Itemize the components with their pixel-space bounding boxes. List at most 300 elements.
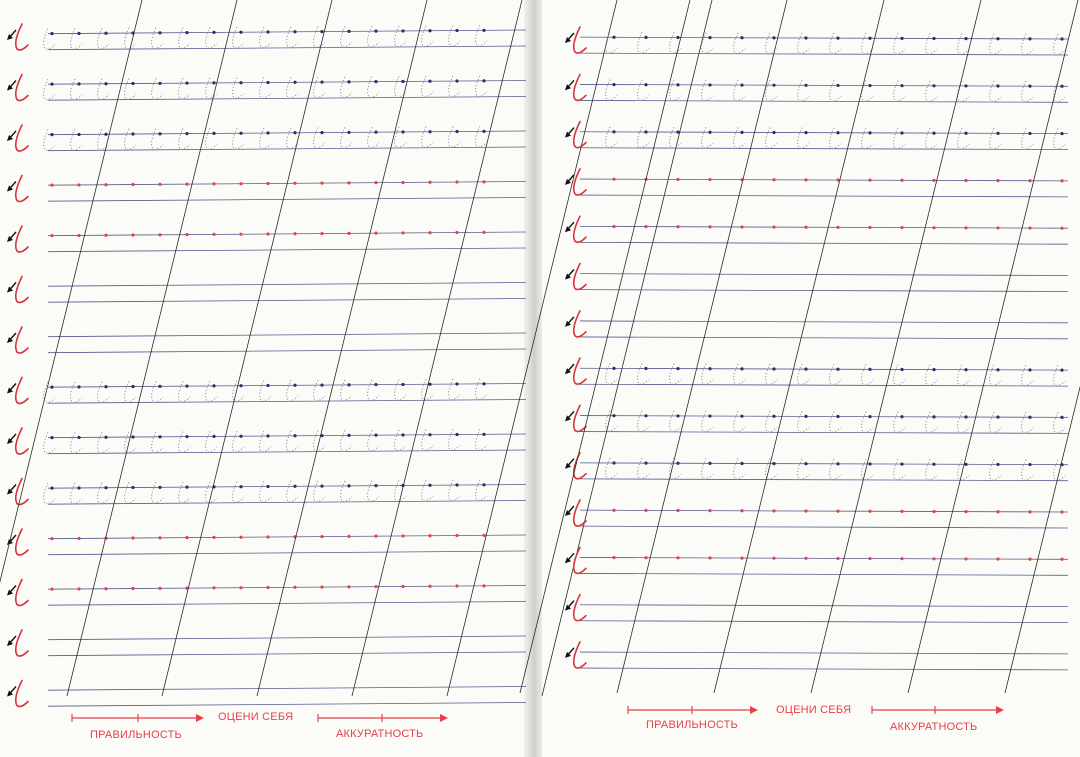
- guide-dot: [185, 82, 188, 85]
- guide-dot: [676, 462, 679, 465]
- right-row: [565, 547, 1068, 575]
- trace-letter: [1022, 460, 1033, 481]
- guide-dot: [401, 231, 404, 234]
- cursive-i-icon: [574, 216, 586, 242]
- guide-dot: [1060, 227, 1063, 230]
- upper-ruling-line: [48, 30, 526, 34]
- guide-dot: [77, 486, 80, 489]
- guide-dot: [772, 462, 775, 465]
- arrow-icon: [565, 222, 574, 232]
- trace-letter: [990, 81, 1001, 102]
- cursive-i-icon: [574, 500, 586, 526]
- guide-dot: [320, 383, 323, 386]
- guide-dot: [676, 509, 679, 512]
- arrow-icon: [7, 384, 16, 394]
- trace-letter: [1022, 81, 1033, 102]
- trace-letter: [206, 128, 217, 149]
- guide-dot: [104, 183, 107, 186]
- base-ruling-line: [580, 479, 1068, 481]
- guide-dot: [612, 225, 615, 228]
- upper-ruling-line: [580, 321, 1068, 323]
- arrow-icon: [565, 80, 574, 90]
- trace-letter: [638, 364, 649, 385]
- guide-dot: [708, 556, 711, 559]
- trace-letter: [71, 382, 82, 403]
- trace-letter: [179, 482, 190, 503]
- trace-letter: [422, 379, 433, 400]
- trace-letter: [606, 363, 617, 384]
- guide-dot: [996, 510, 999, 513]
- guide-dot: [1028, 416, 1031, 419]
- base-ruling-line: [48, 652, 526, 656]
- guide-dot: [50, 234, 53, 237]
- right-row: [565, 169, 1068, 197]
- guide-dot: [708, 367, 711, 370]
- trace-letter: [734, 458, 745, 479]
- trace-letter: [766, 127, 777, 148]
- guide-dot: [932, 226, 935, 229]
- guide-dot: [676, 367, 679, 370]
- upper-ruling-line: [48, 636, 526, 640]
- guide-dot: [964, 463, 967, 466]
- base-ruling-line: [48, 248, 526, 252]
- guide-dot: [320, 585, 323, 588]
- guide-dot: [266, 485, 269, 488]
- left-row: [7, 529, 526, 555]
- guide-dot: [1028, 226, 1031, 229]
- slant-guide-line: [67, 0, 237, 696]
- trace-letter: [314, 380, 325, 401]
- trace-letter: [1054, 34, 1065, 55]
- upper-ruling-line: [580, 368, 1068, 370]
- guide-dot: [1060, 85, 1063, 88]
- guide-dot: [740, 83, 743, 86]
- scale-arrow-head: [196, 714, 204, 722]
- trace-letter: [894, 33, 905, 54]
- guide-dot: [932, 463, 935, 466]
- guide-dot: [644, 556, 647, 559]
- base-ruling-line: [580, 195, 1068, 197]
- guide-dot: [320, 80, 323, 83]
- guide-dot: [932, 37, 935, 40]
- guide-dot: [900, 557, 903, 560]
- base-ruling-line: [580, 526, 1068, 528]
- guide-dot: [266, 182, 269, 185]
- left-neatness-label: АККУРАТНОСТЬ: [336, 728, 424, 740]
- base-ruling-line: [580, 573, 1068, 575]
- slant-guide-line: [352, 0, 522, 696]
- trace-letter: [422, 127, 433, 148]
- trace-letter: [44, 29, 55, 50]
- guide-dot: [772, 367, 775, 370]
- trace-letter: [206, 381, 217, 402]
- guide-dot: [1028, 132, 1031, 135]
- guide-dot: [1028, 510, 1031, 513]
- upper-ruling-line: [580, 132, 1068, 134]
- trace-letter: [287, 27, 298, 48]
- trace-letter: [260, 431, 271, 452]
- guide-dot: [455, 180, 458, 183]
- guide-dot: [347, 434, 350, 437]
- guide-dot: [836, 368, 839, 371]
- guide-dot: [740, 556, 743, 559]
- trace-letter: [125, 79, 136, 100]
- base-ruling-line: [580, 668, 1068, 670]
- trace-letter: [422, 76, 433, 97]
- guide-dot: [293, 586, 296, 589]
- guide-dot: [428, 80, 431, 83]
- guide-dot: [401, 433, 404, 436]
- guide-dot: [374, 383, 377, 386]
- trace-letter: [734, 80, 745, 101]
- guide-dot: [455, 130, 458, 133]
- trace-letter: [71, 28, 82, 49]
- trace-letter: [260, 380, 271, 401]
- guide-dot: [185, 31, 188, 34]
- guide-dot: [708, 462, 711, 465]
- guide-dot: [708, 131, 711, 134]
- guide-dot: [293, 182, 296, 185]
- guide-dot: [293, 131, 296, 134]
- trace-letter: [98, 483, 109, 504]
- trace-letter: [125, 129, 136, 150]
- trace-letter: [798, 128, 809, 149]
- upper-ruling-line: [580, 274, 1068, 276]
- left-row: [7, 681, 526, 707]
- guide-dot: [676, 83, 679, 86]
- trace-letter: [449, 430, 460, 451]
- trace-letter: [734, 364, 745, 385]
- guide-dot: [266, 586, 269, 589]
- base-ruling-line: [48, 501, 526, 505]
- trace-letter: [341, 380, 352, 401]
- guide-dot: [131, 536, 134, 539]
- guide-dot: [1028, 463, 1031, 466]
- trace-letter: [152, 482, 163, 503]
- guide-dot: [868, 368, 871, 371]
- guide-dot: [50, 133, 53, 136]
- guide-dot: [772, 509, 775, 512]
- guide-dot: [158, 31, 161, 34]
- trace-letter: [926, 459, 937, 480]
- guide-dot: [804, 178, 807, 181]
- guide-dot: [131, 435, 134, 438]
- guide-dot: [428, 534, 431, 537]
- trace-letter: [476, 76, 487, 97]
- guide-dot: [644, 462, 647, 465]
- trace-letter: [125, 382, 136, 403]
- trace-letter: [894, 128, 905, 149]
- trace-letter: [395, 26, 406, 47]
- slant-guide-line: [162, 0, 332, 696]
- trace-letter: [958, 81, 969, 102]
- guide-dot: [293, 485, 296, 488]
- trace-letter: [233, 128, 244, 149]
- trace-letter: [702, 364, 713, 385]
- guide-dot: [131, 82, 134, 85]
- guide-dot: [612, 509, 615, 512]
- guide-dot: [612, 130, 615, 133]
- trace-letter: [233, 482, 244, 503]
- trace-letter: [830, 364, 841, 385]
- guide-dot: [239, 182, 242, 185]
- upper-ruling-line: [48, 283, 526, 287]
- upper-ruling-line: [580, 605, 1068, 607]
- trace-letter: [449, 76, 460, 97]
- guide-dot: [212, 31, 215, 34]
- trace-letter: [341, 481, 352, 502]
- trace-letter: [830, 33, 841, 54]
- guide-dot: [428, 484, 431, 487]
- trace-letter: [766, 364, 777, 385]
- trace-letter: [606, 80, 617, 101]
- slant-guide-line: [908, 0, 1078, 693]
- guide-dot: [347, 131, 350, 134]
- trace-letter: [990, 34, 1001, 55]
- guide-dot: [158, 385, 161, 388]
- upper-ruling-line: [48, 434, 526, 438]
- trace-letter: [71, 483, 82, 504]
- trace-letter: [1022, 128, 1033, 149]
- arrow-icon: [7, 283, 16, 293]
- guide-dot: [185, 183, 188, 186]
- left-self-check-label: ОЦЕНИ СЕБЯ: [218, 711, 294, 723]
- guide-dot: [50, 436, 53, 439]
- cursive-i-icon: [16, 176, 28, 202]
- guide-dot: [77, 234, 80, 237]
- arrow-icon: [7, 636, 16, 646]
- guide-dot: [293, 232, 296, 235]
- right-row: [565, 358, 1068, 386]
- guide-dot: [836, 462, 839, 465]
- trace-letter: [1022, 34, 1033, 55]
- trace-letter: [798, 364, 809, 385]
- guide-dot: [1060, 37, 1063, 40]
- upper-ruling-line: [580, 416, 1068, 418]
- guide-dot: [131, 587, 134, 590]
- trace-letter: [449, 127, 460, 148]
- guide-dot: [836, 37, 839, 40]
- guide-dot: [266, 81, 269, 84]
- trace-letter: [1054, 129, 1065, 150]
- trace-letter: [98, 129, 109, 150]
- guide-dot: [104, 133, 107, 136]
- left-row: [7, 277, 526, 303]
- right-row: [565, 74, 1068, 102]
- guide-dot: [50, 386, 53, 389]
- guide-dot: [932, 415, 935, 418]
- guide-dot: [740, 36, 743, 39]
- trace-letter: [638, 80, 649, 101]
- trace-letter: [314, 77, 325, 98]
- guide-dot: [239, 81, 242, 84]
- guide-dot: [104, 587, 107, 590]
- guide-dot: [455, 433, 458, 436]
- trace-letter: [862, 364, 873, 385]
- trace-letter: [368, 26, 379, 47]
- guide-dot: [104, 234, 107, 237]
- trace-letter: [702, 458, 713, 479]
- guide-dot: [212, 586, 215, 589]
- guide-dot: [428, 433, 431, 436]
- guide-dot: [347, 535, 350, 538]
- guide-dot: [644, 367, 647, 370]
- guide-dot: [320, 232, 323, 235]
- guide-dot: [996, 368, 999, 371]
- guide-dot: [1028, 85, 1031, 88]
- guide-dot: [772, 415, 775, 418]
- guide-dot: [482, 584, 485, 587]
- arrow-icon: [565, 506, 574, 516]
- guide-dot: [158, 183, 161, 186]
- trace-letter: [830, 80, 841, 101]
- right-correctness-scale: [628, 706, 758, 714]
- cursive-i-icon: [574, 264, 586, 290]
- guide-dot: [868, 37, 871, 40]
- arrow-icon: [7, 687, 16, 697]
- trace-letter: [260, 77, 271, 98]
- cursive-i-icon: [16, 378, 28, 404]
- guide-dot: [1028, 368, 1031, 371]
- trace-letter: [670, 411, 681, 432]
- guide-dot: [868, 462, 871, 465]
- scale-arrow-head: [440, 714, 448, 722]
- trace-letter: [670, 127, 681, 148]
- guide-dot: [482, 180, 485, 183]
- guide-dot: [900, 179, 903, 182]
- left-row: [7, 630, 526, 656]
- right-self-check-label: ОЦЕНИ СЕБЯ: [776, 704, 852, 716]
- base-ruling-line: [48, 299, 526, 303]
- trace-letter: [44, 79, 55, 100]
- trace-letter: [125, 483, 136, 504]
- cursive-i-icon: [16, 630, 28, 656]
- upper-ruling-line: [580, 226, 1068, 228]
- arrow-icon: [7, 182, 16, 192]
- guide-dot: [401, 181, 404, 184]
- upper-ruling-line: [48, 586, 526, 590]
- trace-letter: [766, 411, 777, 432]
- guide-dot: [239, 586, 242, 589]
- guide-dot: [374, 80, 377, 83]
- guide-dot: [239, 233, 242, 236]
- guide-dot: [482, 130, 485, 133]
- trace-letter: [233, 27, 244, 48]
- trace-letter: [798, 411, 809, 432]
- guide-dot: [77, 82, 80, 85]
- guide-dot: [50, 83, 53, 86]
- trace-letter: [734, 411, 745, 432]
- guide-dot: [131, 132, 134, 135]
- right-row: [565, 405, 1068, 433]
- trace-letter: [798, 33, 809, 54]
- guide-dot: [455, 382, 458, 385]
- trace-letter: [233, 431, 244, 452]
- guide-dot: [996, 132, 999, 135]
- upper-ruling-line: [580, 463, 1068, 465]
- guide-dot: [347, 484, 350, 487]
- guide-dot: [347, 585, 350, 588]
- slant-guide-line: [257, 0, 427, 696]
- cursive-i-icon: [16, 277, 28, 303]
- guide-dot: [374, 585, 377, 588]
- trace-letter: [287, 380, 298, 401]
- trace-letter: [638, 32, 649, 53]
- trace-letter: [44, 382, 55, 403]
- guide-dot: [428, 383, 431, 386]
- right-row: [565, 642, 1068, 670]
- guide-dot: [77, 385, 80, 388]
- trace-letter: [368, 380, 379, 401]
- guide-dot: [50, 184, 53, 187]
- arrow-icon: [7, 81, 16, 91]
- guide-dot: [77, 183, 80, 186]
- base-ruling-line: [580, 432, 1068, 434]
- guide-dot: [347, 232, 350, 235]
- guide-dot: [374, 535, 377, 538]
- guide-dot: [900, 510, 903, 513]
- guide-dot: [964, 510, 967, 513]
- trace-letter: [638, 127, 649, 148]
- trace-letter: [152, 28, 163, 49]
- trace-letter: [71, 432, 82, 453]
- guide-dot: [158, 536, 161, 539]
- trace-letter: [449, 26, 460, 47]
- cursive-i-icon: [574, 405, 586, 431]
- guide-dot: [131, 385, 134, 388]
- guide-dot: [740, 509, 743, 512]
- trace-letter: [958, 128, 969, 149]
- guide-dot: [482, 534, 485, 537]
- upper-ruling-line: [48, 485, 526, 489]
- guide-dot: [740, 225, 743, 228]
- guide-dot: [900, 37, 903, 40]
- trace-letter: [152, 78, 163, 99]
- guide-dot: [996, 84, 999, 87]
- guide-dot: [401, 534, 404, 537]
- trace-letter: [894, 459, 905, 480]
- trace-letter: [926, 128, 937, 149]
- guide-dot: [239, 132, 242, 135]
- trace-letter: [862, 412, 873, 433]
- trace-letter: [152, 129, 163, 150]
- cursive-i-icon: [16, 226, 28, 252]
- guide-dot: [772, 178, 775, 181]
- trace-letter: [702, 411, 713, 432]
- upper-ruling-line: [48, 131, 526, 135]
- trace-letter: [422, 26, 433, 47]
- trace-letter: [179, 432, 190, 453]
- trace-letter: [798, 459, 809, 480]
- guide-dot: [804, 368, 807, 371]
- guide-dot: [1028, 179, 1031, 182]
- cursive-i-icon: [574, 595, 586, 621]
- guide-dot: [374, 181, 377, 184]
- trace-letter: [368, 127, 379, 148]
- guide-dot: [836, 557, 839, 560]
- trace-letter: [395, 127, 406, 148]
- trace-letter: [990, 365, 1001, 386]
- guide-dot: [401, 130, 404, 133]
- guide-dot: [374, 232, 377, 235]
- guide-dot: [932, 84, 935, 87]
- slant-guide-line: [0, 0, 142, 696]
- guide-dot: [836, 131, 839, 134]
- trace-letter: [862, 128, 873, 149]
- guide-dot: [212, 384, 215, 387]
- guide-dot: [455, 29, 458, 32]
- guide-dot: [836, 84, 839, 87]
